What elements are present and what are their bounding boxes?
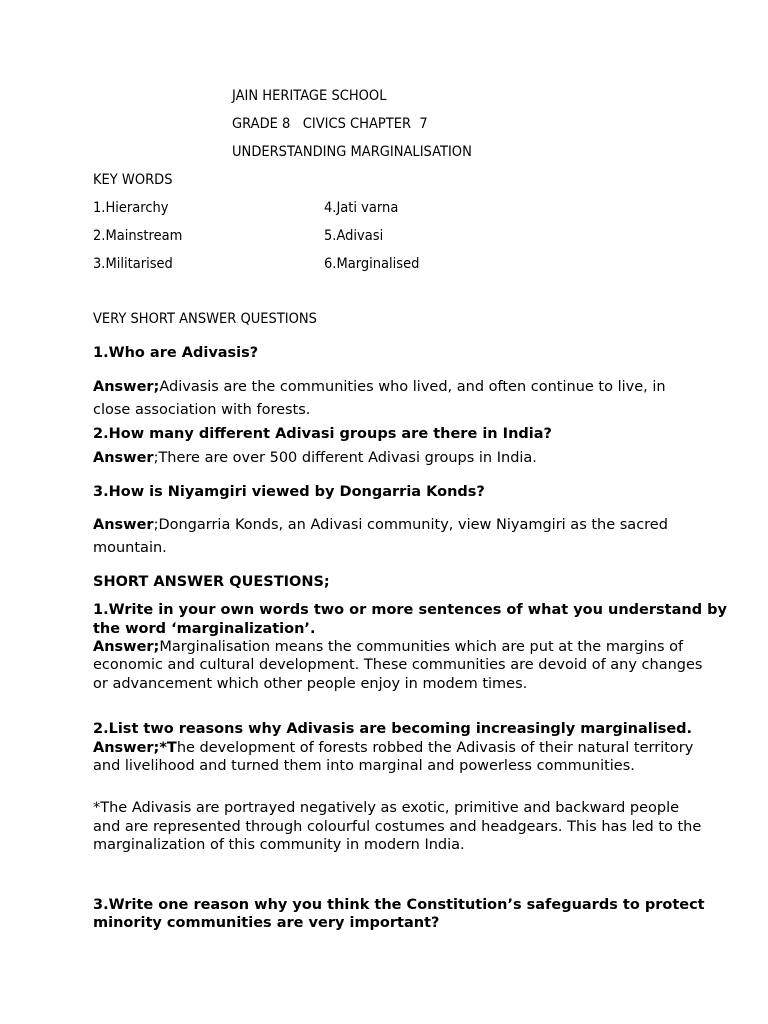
answer-3-line-2: mountain. xyxy=(93,540,167,556)
answer-text: he development of forests robbed the Adivasis of their natural territory xyxy=(176,740,694,756)
answer-label: Answer; xyxy=(93,379,160,395)
short-answer-2b-line-3: marginalization of this community in modern India. xyxy=(93,837,465,853)
short-question-1-line-1: 1.Write in your own words two or more sentences of what you understand by xyxy=(93,602,727,618)
answer-label: Answer;*T xyxy=(93,740,177,756)
short-answer-2b-line-1: *The Adivasis are portrayed negatively as exotic, primitive and backward people xyxy=(93,800,680,816)
short-question-3-line-2: minority communities are very important? xyxy=(93,915,440,931)
keyword-item: 2.Mainstream xyxy=(93,228,183,244)
keyword-item: 1.Hierarchy xyxy=(93,200,169,216)
short-answer-1-line-3: or advancement which other people enjoy in modem times. xyxy=(93,676,528,692)
short-question-2: 2.List two reasons why Adivasis are becoming increasingly marginalised. xyxy=(93,721,693,737)
answer-text: ;There are over 500 different Adivasi groups in India. xyxy=(153,450,537,466)
short-answer-heading: SHORT ANSWER QUESTIONS; xyxy=(93,574,330,590)
short-answer-1-line-1 xyxy=(93,640,683,655)
question-3: 3.How is Niyamgiri viewed by Dongarria Konds? xyxy=(93,484,485,500)
answer-text: Adivasis are the communities who lived, and often continue to live, in xyxy=(159,379,666,395)
answer-1-line-1 xyxy=(93,380,666,395)
short-answer-1-line-2: economic and cultural development. These communities are devoid of any changes xyxy=(93,657,703,673)
short-answer-2-line-2: and livelihood and turned them into marginal and powerless communities. xyxy=(93,758,635,774)
answer-text: Marginalisation means the communities which are put at the margins of xyxy=(159,639,684,655)
question-2: 2.How many different Adivasi groups are there in India? xyxy=(93,426,552,442)
short-answer-2b-line-2: and are represented through colourful costumes and headgears. This has led to the xyxy=(93,819,702,835)
short-question-3-line-1: 3.Write one reason why you think the Constitution’s safeguards to protect xyxy=(93,897,705,913)
short-answer-2-line-1 xyxy=(93,741,693,756)
answer-text: ;Dongarria Konds, an Adivasi community, view Niyamgiri as the sacred xyxy=(153,517,668,533)
keyword-item: 4.Jati varna xyxy=(324,200,399,216)
question-1: 1.Who are Adivasis? xyxy=(93,345,259,361)
answer-label: Answer xyxy=(93,517,154,533)
answer-label: Answer xyxy=(93,450,154,466)
grade-line: GRADE 8 CIVICS CHAPTER 7 xyxy=(232,116,428,132)
keyword-item: 6.Marginalised xyxy=(324,256,420,272)
keywords-heading: KEY WORDS xyxy=(93,172,173,188)
answer-2 xyxy=(93,451,537,466)
answer-3-line-1 xyxy=(93,518,668,533)
answer-1-line-2: close association with forests. xyxy=(93,402,311,418)
answer-label: Answer; xyxy=(93,639,160,655)
short-question-1-line-2: the word ‘marginalization’. xyxy=(93,621,316,637)
keyword-item: 5.Adivasi xyxy=(324,228,384,244)
keyword-item: 3.Militarised xyxy=(93,256,173,272)
very-short-heading: VERY SHORT ANSWER QUESTIONS xyxy=(93,311,317,327)
chapter-title: UNDERSTANDING MARGINALISATION xyxy=(232,144,472,160)
school-name: JAIN HERITAGE SCHOOL xyxy=(232,88,387,104)
